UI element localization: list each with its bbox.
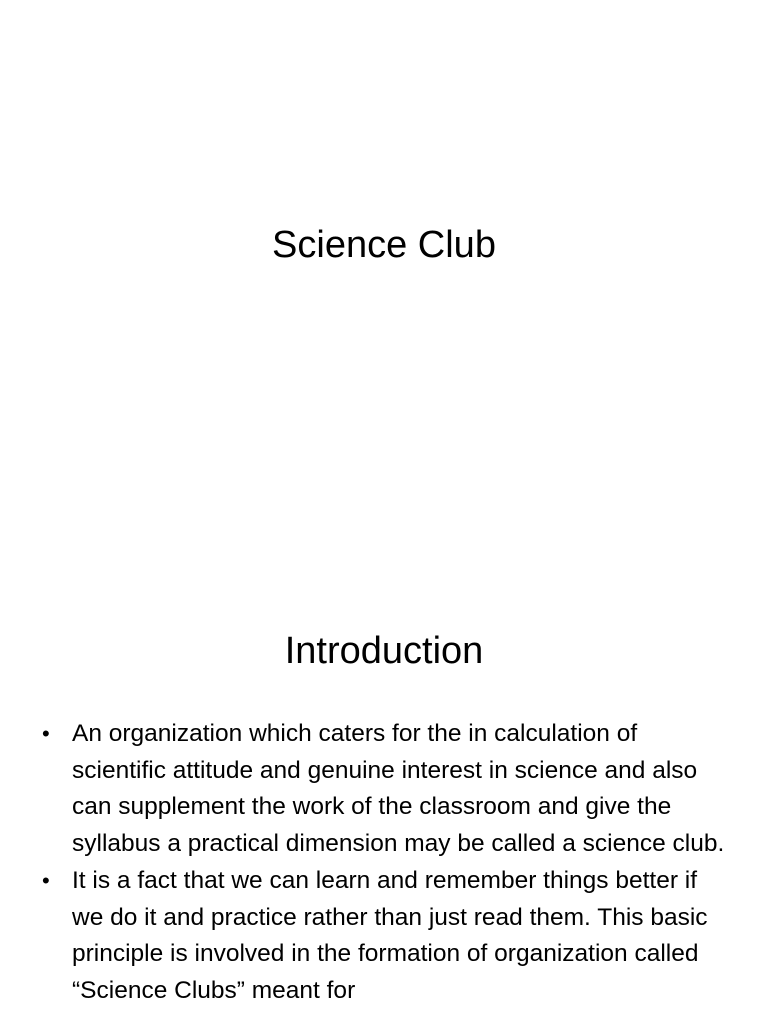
bullet-icon: •: [42, 721, 50, 746]
bullet-icon: •: [42, 868, 50, 893]
bullet-text: It is a fact that we can learn and remember things better if we do it and practice rather than just read them. This basic principle is involved in the formation of organization called “Science Clubs” meant for: [72, 867, 708, 1004]
bullet-item: [40, 863, 730, 1009]
bullet-text: An organization which caters for the in calculation of scientific attitude and genuine interest in science and also can supplement the work of the classroom and give the syllabus a practical dimension may be called a science club.: [72, 720, 725, 857]
bullet-list: [40, 716, 730, 1010]
slide-title: Science Club: [272, 224, 496, 266]
slide-heading: Introduction: [284, 630, 484, 672]
bullet-item: [40, 716, 730, 862]
introduction-slide: [0, 576, 768, 1024]
